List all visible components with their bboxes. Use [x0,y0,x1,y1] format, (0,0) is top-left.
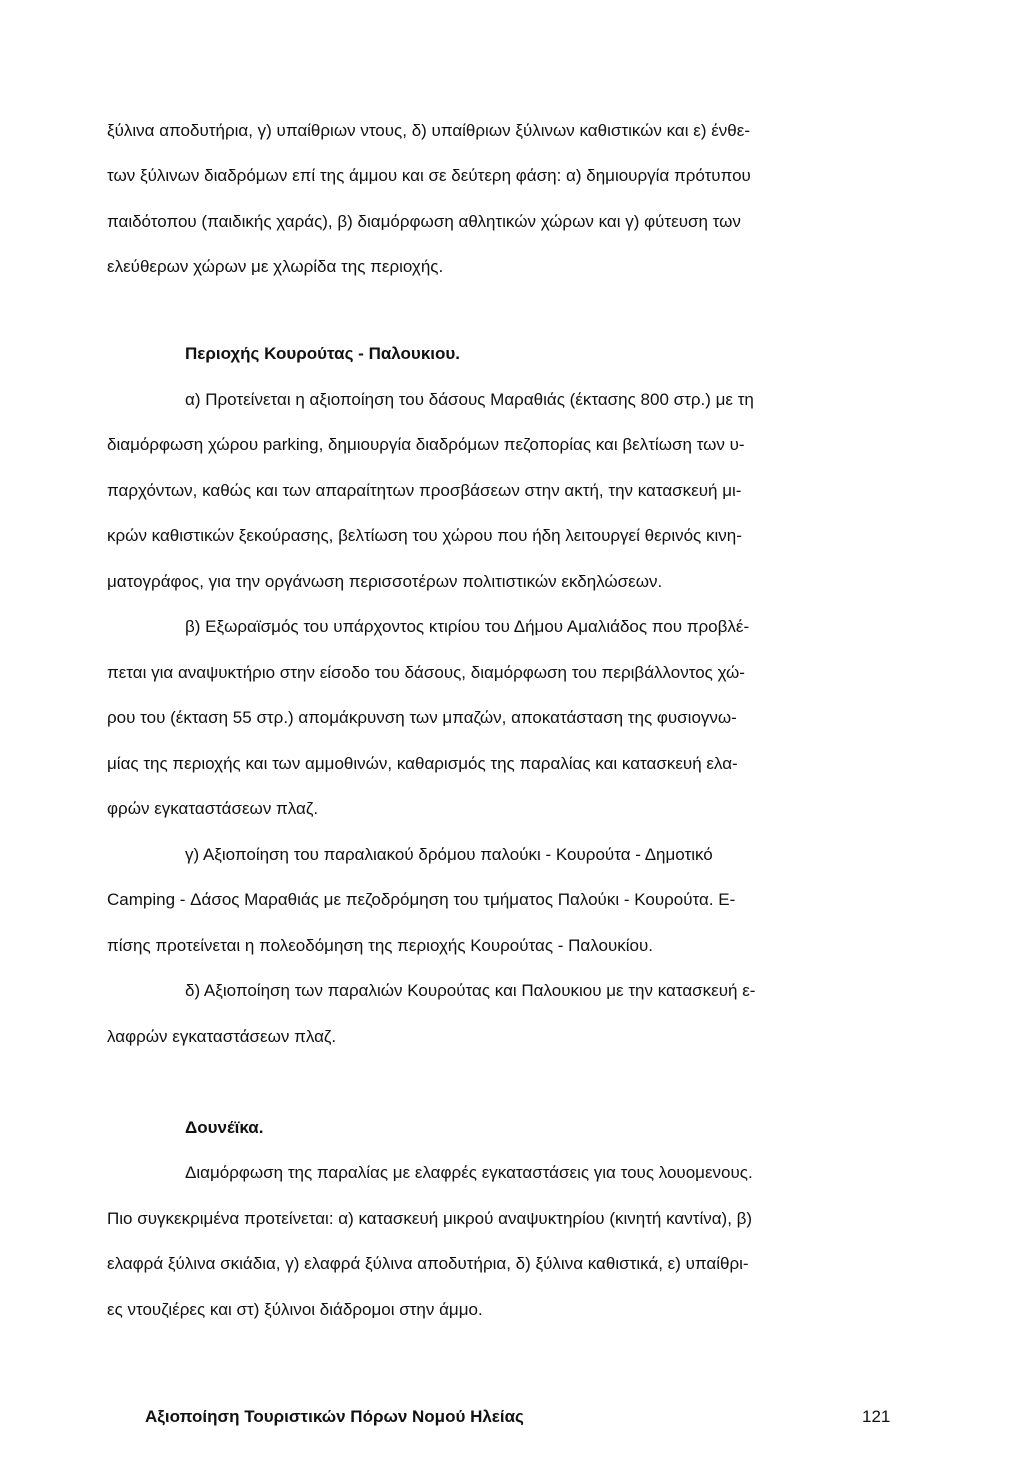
body-text-line: ξύλινα αποδυτήρια, γ) υπαίθριων ντους, δ) υπαίθριων ξύλινων καθιστικών και ε) ένθε- [107,121,750,140]
paragraph-start: Διαμόρφωση της παραλίας με ελαφρές εγκαταστάσεις για τους λουομενους. [185,1163,753,1182]
body-text-line: παιδότοπου (παιδικής χαράς), β) διαμόρφωση αθλητικών χώρων και γ) φύτευση των [107,212,741,231]
body-text-line: διαμόρφωση χώρου parking, δημιουργία διαδρόμων πεζοπορίας και βελτίωση των υ- [107,435,745,454]
body-text-line: Πιο συγκεκριμένα προτείνεται: α) κατασκευή μικρού αναψυκτηρίου (κινητή καντίνα), β) [107,1209,753,1228]
paragraph-start: δ) Αξιοποίηση των παραλιών Κουρούτας και Παλουκιου με την κατασκευή ε- [185,981,756,1000]
footer-title: Αξιοποίηση Τουριστικών Πόρων Νομού Ηλείας [145,1407,524,1426]
body-text-line: κρών καθιστικών ξεκούρασης, βελτίωση του χώρου που ήδη λειτουργεί θερινός κινη- [107,526,742,545]
body-text-line: πίσης προτείνεται η πολεοδόμηση της περιοχής Κουρούτας - Παλουκίου. [107,936,653,955]
body-text-line: λαφρών εγκαταστάσεων πλαζ. [107,1027,337,1046]
body-text-line: φρών εγκαταστάσεων πλαζ. [107,799,319,818]
section-heading: Δουνέϊκα. [185,1118,264,1137]
body-text-line: ρου του (έκταση 55 στρ.) απομάκρυνση των μπαζών, αποκατάσταση της φυσιογνω- [107,708,737,727]
body-text-line: ες ντουζιέρες και στ) ξύλινοι διάδρομοι στην άμμο. [107,1300,483,1319]
body-text-line: πεται για αναψυκτήριο στην είσοδο του δάσους, διαμόρφωση του περιβάλλοντος χώ- [107,663,745,682]
page-number: 121 [862,1407,891,1426]
paragraph-start: γ) Αξιοποίηση του παραλιακού δρόμου παλούκι - Κουρούτα - Δημοτικό [185,845,713,864]
paragraph-start: β) Εξωραϊσμός του υπάρχοντος κτιρίου του Δήμου Αμαλιάδος που προβλέ- [185,617,750,636]
body-text-line: Camping - Δάσος Μαραθιάς με πεζοδρόμηση του τμήματος Παλούκι - Κουρούτα. Ε- [107,890,736,909]
body-text-line: μίας της περιοχής και των αμμοθινών, καθαρισμός της παραλίας και κατασκευή ελα- [107,754,738,773]
body-text-line: των ξύλινων διαδρόμων επί της άμμου και σε δεύτερη φάση: α) δημιουργία πρότυπου [107,166,751,185]
paragraph-start: α) Προτείνεται η αξιοποίηση του δάσους Μαραθιάς (έκτασης 800 στρ.) με τη [185,390,754,409]
section-heading: Περιοχής Κουρούτας - Παλουκιου. [185,344,461,363]
body-text-line: παρχόντων, καθώς και των απαραίτητων προσβάσεων στην ακτή, την κατασκευή μι- [107,481,742,500]
body-text-line: ελαφρά ξύλινα σκιάδια, γ) ελαφρά ξύλινα αποδυτήρια, δ) ξύλινα καθιστικά, ε) υπαίθρι- [107,1254,749,1273]
body-text-line: ματογράφος, για την οργάνωση περισσοτέρων πολιτιστικών εκδηλώσεων. [107,572,663,591]
body-text-line: ελεύθερων χώρων με χλωρίδα της περιοχής. [107,257,444,276]
